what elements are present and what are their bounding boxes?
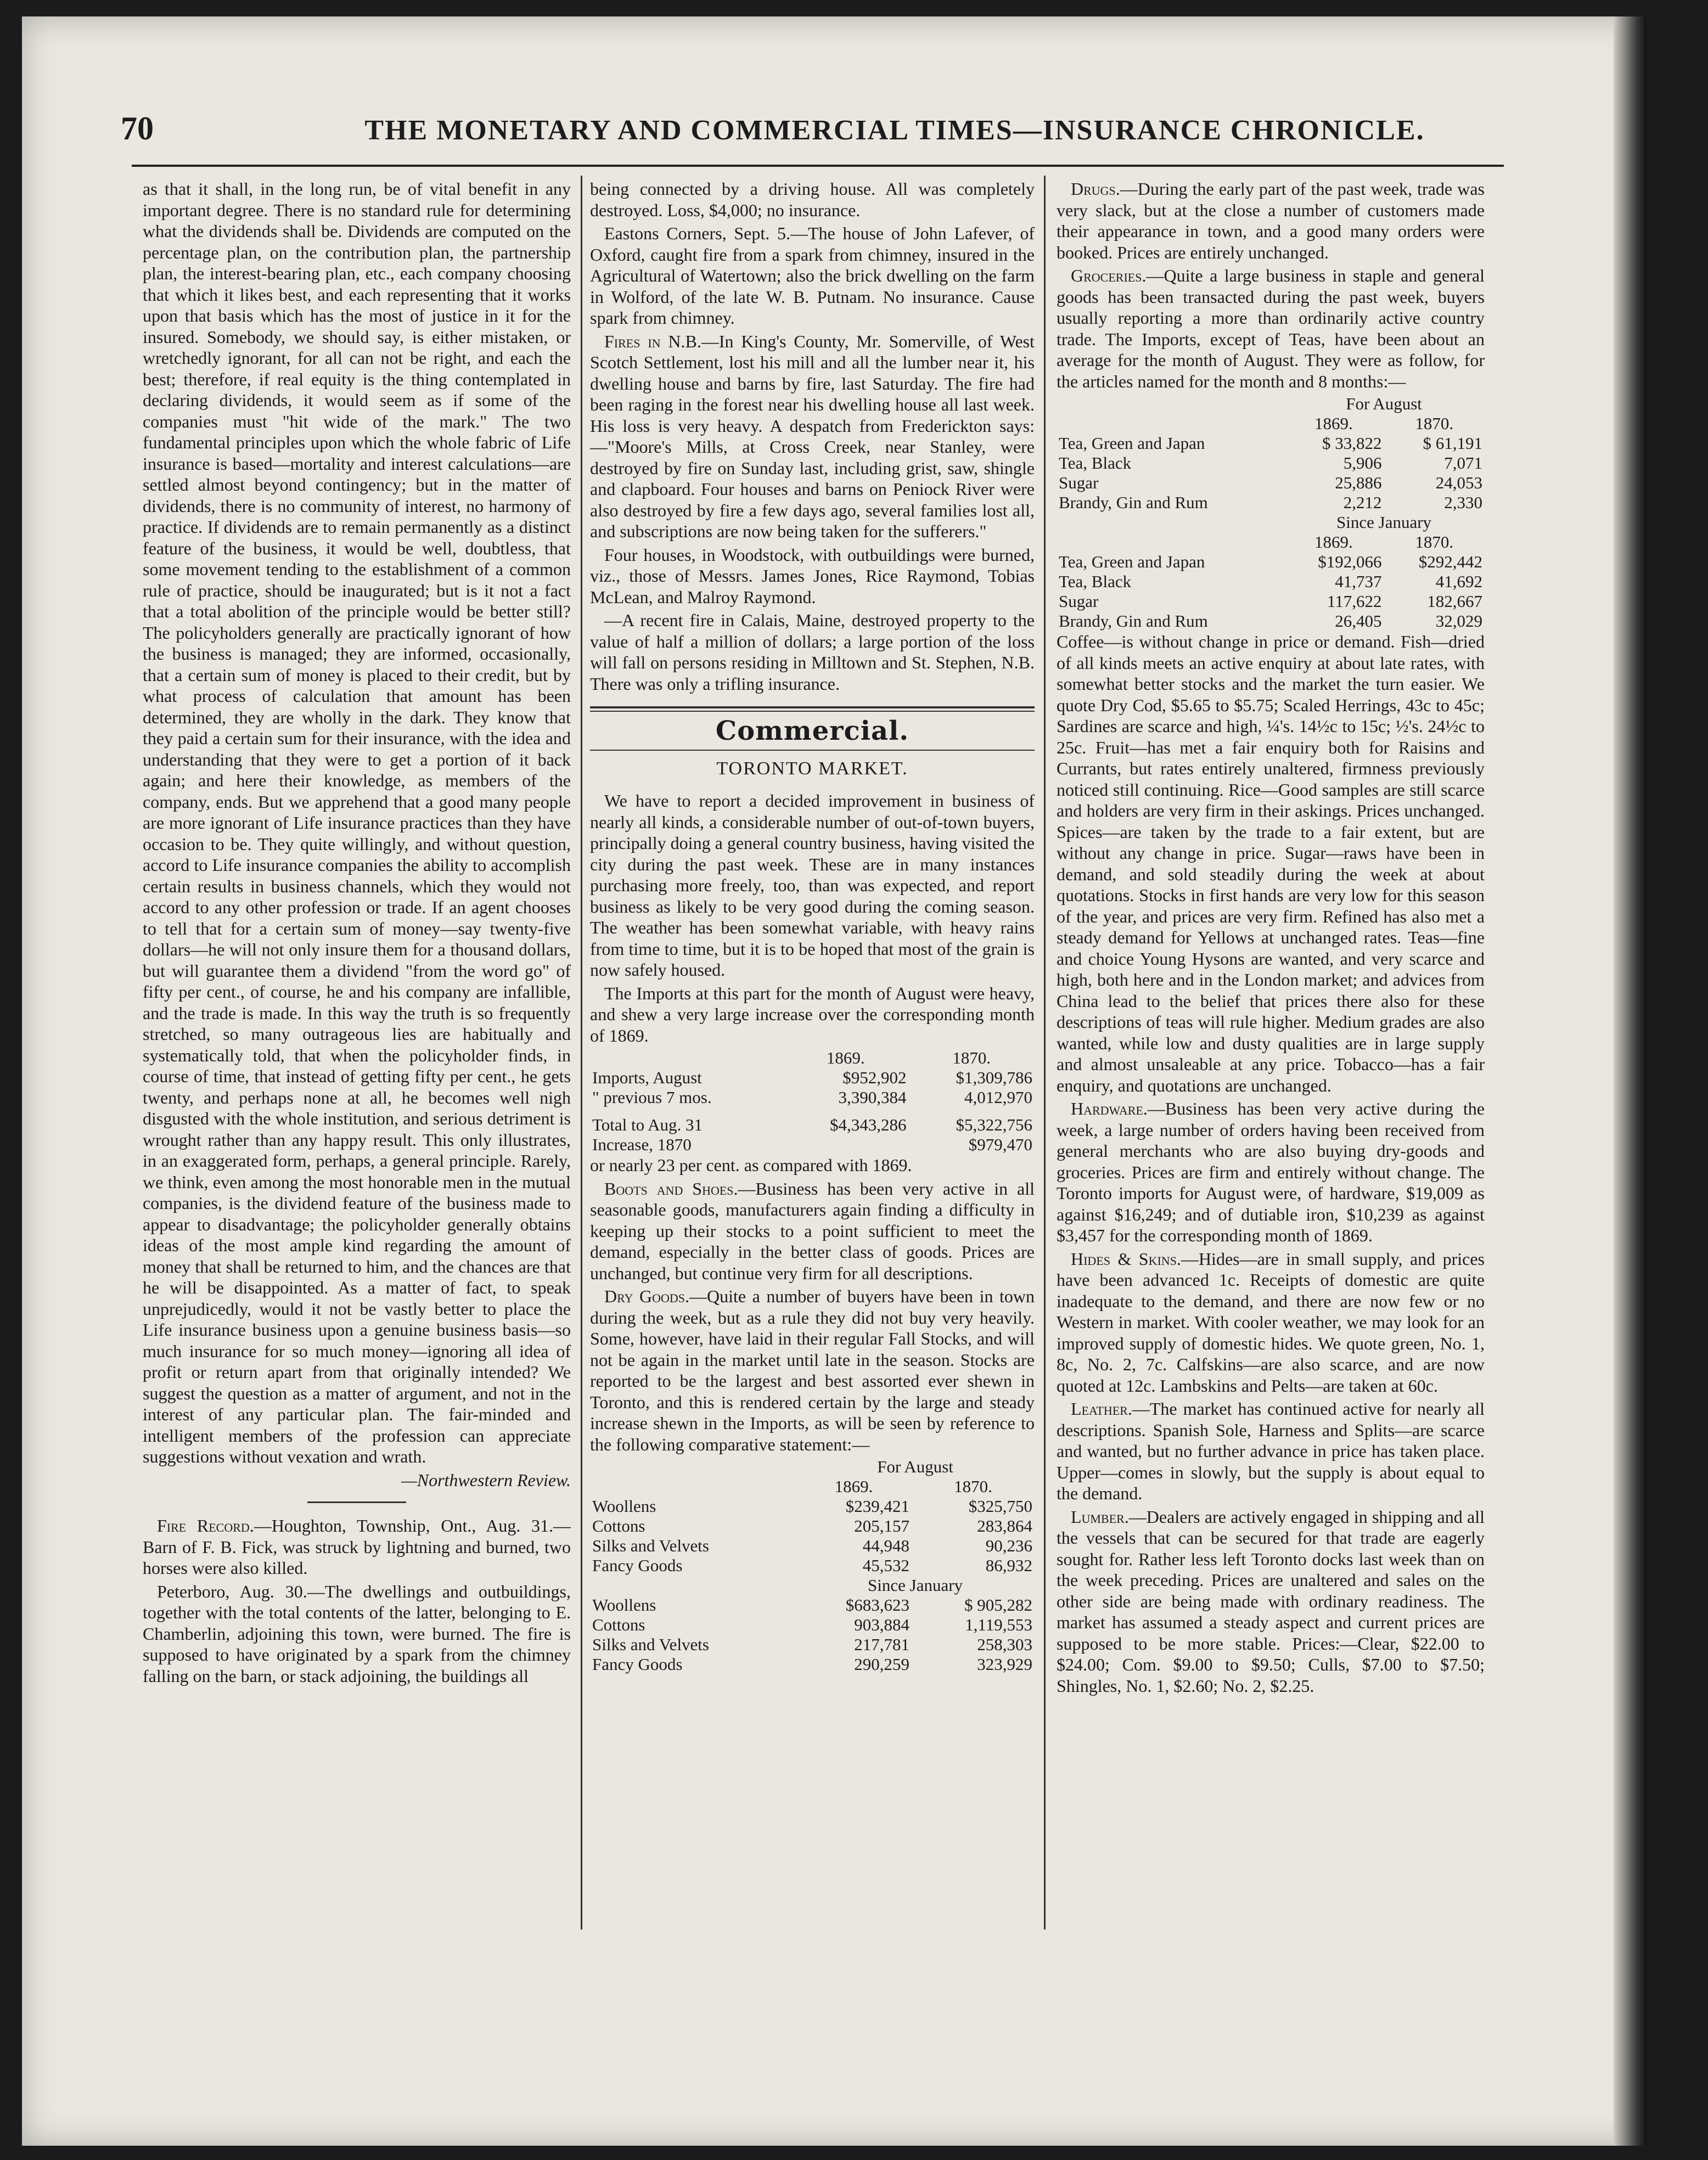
page-header <box>121 110 1570 159</box>
fire-continuation: being connected by a driving house. All was completely destroyed. Loss, $4,000; no insurance. <box>590 179 1035 220</box>
table-row: " previous 7 mos. 3,390,384 4,012,970 <box>592 1088 1032 1107</box>
column-2 <box>590 178 1035 1674</box>
column-divider <box>1044 176 1046 1930</box>
table-row: Woollens $683,623 $ 905,282 <box>592 1595 1032 1615</box>
section-rule <box>307 1501 406 1503</box>
for-august-caption: For August <box>877 1457 953 1476</box>
dry-goods-paragraph <box>590 1286 1035 1455</box>
hides-text: —Hides—are in small supply, and prices have been advanced 1c. Receipts of domestic are quite inadequate to the demand, and there are now few or no Western in market. With cooler weather, we may look for an improved supply of domestic hides. We quote green, No. 1, 8c, No. 2, 7c. Calfskins—are also scarce, and are now quoted at 12c. Lambskins and Pelts—are taken at 60c. <box>1057 1248 1485 1396</box>
toronto-market-title: TORONTO MARKET. <box>716 758 908 779</box>
year-header: 1870. <box>1415 532 1454 552</box>
hardware-heading: Hardware. <box>1071 1099 1148 1118</box>
boots-paragraph <box>590 1178 1035 1284</box>
hardware-text: —Business has been very active during the week, a large number of orders having been received from general merchants who are also buying dry-goods and groceries. Prices are firm and entirely without change. The Toronto imports for August were, of hardware, $19,009 as against $16,249; and of dutiable iron, $10,239 as against $3,457 for the corresponding month of 1869. <box>1057 1099 1485 1245</box>
column-divider <box>581 176 582 1930</box>
table-row: Silks and Velvets 44,948 90,236 <box>592 1536 1032 1555</box>
lumber-heading: Lumber. <box>1071 1506 1129 1527</box>
table-row: Total to Aug. 31 $4,343,286 $5,322,756 <box>592 1115 1032 1134</box>
groceries-details: Coffee—is without change in price or demand. Fish—dried of all kinds meets an active enquiry at about late rates, with somewhat better stocks and the market the turn easier. We quote Dry Cod, $5.65 to $5.75; Scaled Herrings, 43c to 45c; Sardines are scarce and high, ¼'s. 14½c to 15c; ½'s. 24½c to 25c. Fruit—has met a fair enquiry both for Raisins and Currants, but rates entirely unaltered, firmness previously noticed still continuing. Rice—Good samples are still scarce and holders are very firm in their askings. Prices unchanged. Spices—are taken by the trade to a fair extent, but are without any change in price. Sugar—raws have been in demand, and sold steadily during the week at about quotations. Stocks in first hands are very low for this season of the year, and prices are very firm. Refined has also met a steady demand for Yellows at unchanged rates. Teas—fine and choice Young Hysons are wanted, and very scarce and high, both here and in the London market; and advices from China lead to the belief that prices there also for these descriptions of teas will rule higher. Medium grades are also wanted, while low and dusty qualities are in large supply and almost unsaleable at any price. Tobacco—has a fair enquiry, and quotations are unchanged. <box>1057 632 1485 1095</box>
fires-nb-heading: Fires in N.B. <box>604 331 701 351</box>
year-header: 1870. <box>1415 414 1454 433</box>
hardware-paragraph <box>1057 1098 1485 1246</box>
hides-heading: Hides & Skins. <box>1071 1248 1181 1269</box>
groceries-table <box>1057 394 1485 631</box>
table-row: Sugar 117,622 182,667 <box>1059 592 1482 611</box>
page-number: 70 <box>121 110 154 147</box>
column-1 <box>143 178 571 1689</box>
since-january-caption: Since January <box>1336 513 1432 532</box>
table-row: Sugar 25,886 24,053 <box>1059 473 1482 492</box>
table-row: Tea, Green and Japan $ 33,822 $ 61,191 <box>1059 434 1482 453</box>
table-row: Tea, Green and Japan $192,066 $292,442 <box>1059 552 1482 571</box>
table-row: Increase, 1870 $979,470 <box>592 1135 1032 1154</box>
year-header: 1869. <box>834 1477 873 1496</box>
lumber-paragraph <box>1057 1506 1485 1697</box>
imports-table <box>590 1048 1035 1155</box>
hides-paragraph <box>1057 1248 1485 1397</box>
table-row: Brandy, Gin and Rum 26,405 32,029 <box>1059 611 1482 631</box>
boots-heading: Boots and Shoes. <box>604 1178 738 1199</box>
table-row: Cottons 903,884 1,119,553 <box>592 1615 1032 1634</box>
year-header: 1869. <box>826 1048 865 1067</box>
table-row: Imports, August $952,902 $1,309,786 <box>592 1068 1032 1087</box>
header-rule <box>132 165 1504 167</box>
dry-goods-table <box>590 1457 1035 1674</box>
fire-record-text: —Houghton, Township, Ont., Aug. 31.—Barn of F. B. Fick, was struck by lightning and burned, two horses were also killed. <box>143 1516 571 1578</box>
section-rule <box>590 750 1035 751</box>
table-row: Fancy Goods 290,259 323,929 <box>592 1655 1032 1674</box>
table-row: Fancy Goods 45,532 86,932 <box>592 1556 1032 1575</box>
drugs-text: —During the early part of the past week, trade was very slack, but at the close a number of customers made their appearance in town, and a good many orders were booked. Prices are entirely unchanged. <box>1057 179 1485 262</box>
fire-record-heading: Fire Record. <box>157 1516 254 1535</box>
woodstock-paragraph: Four houses, in Woodstock, with outbuildings were burned, viz., those of Messrs. James Jones, Rice Raymond, Tobias McLean, and Malroy Raymond. <box>590 544 1035 607</box>
column-3 <box>1057 178 1485 1698</box>
drugs-paragraph <box>1057 178 1485 263</box>
year-header: 1869. <box>1314 414 1353 433</box>
peterboro-paragraph: Peterboro, Aug. 30.—The dwellings and outbuildings, together with the total contents of the latter, belonging to E. Chamberlin, adjoining this town, were burned. The fire is supposed to have originated by a spark from the chimney falling on the barn, or stack adjoining, the buildings all <box>143 1581 571 1686</box>
year-header: 1870. <box>954 1477 992 1496</box>
article-signature: —Northwestern Review. <box>401 1470 571 1490</box>
year-header: 1869. <box>1314 532 1353 552</box>
table-row: Silks and Velvets 217,781 258,303 <box>592 1635 1032 1654</box>
groceries-text: —Quite a large business in staple and general goods has been transacted during the past week, buyers usually reporting a more than ordinarily active country trade. The Imports, except of Teas, have been about an average for the month of August. They were as follow, for the articles named for the month and 8 months:— <box>1057 266 1485 391</box>
section-rule <box>590 706 1035 712</box>
leather-heading: Leather. <box>1071 1399 1132 1419</box>
running-title: THE MONETARY AND COMMERCIAL TIMES—INSURANCE CHRONICLE. <box>364 115 1425 146</box>
drugs-heading: Drugs. <box>1071 179 1120 199</box>
page-edge <box>1614 16 1647 2146</box>
calais-paragraph: —A recent fire in Calais, Maine, destroyed property to the value of half a million of dollars; a large portion of the loss will fall on persons residing in Milltown and St. Stephen, N.B. There was only a trifling insurance. <box>590 610 1035 694</box>
for-august-caption: For August <box>1346 394 1422 413</box>
fires-nb-paragraph <box>590 331 1035 542</box>
table-row: Woollens $239,421 $325,750 <box>592 1497 1032 1516</box>
leather-paragraph <box>1057 1398 1485 1504</box>
dry-goods-heading: Dry Goods. <box>604 1286 689 1306</box>
imports-paragraph: The Imports at this part for the month of August were heavy, and shew a very large increase over the corresponding month of 1869. <box>590 983 1035 1045</box>
lumber-text: —Dealers are actively engaged in shipping and all the vessels that can be secured for that trade are eagerly sought for. Rather less left Toronto docks last week than on the week preceding. Prices are unaltered and sales on the other side are being made with ordinary readiness. The market has assumed a steady aspect and current prices are supposed to be more stable. Prices:—Clear, $22.00 to $24.00; Com. $9.00 to $9.50; Culls, $7.00 to $7.50; Shingles, No. 1, $2.60; No. 2, $2.25. <box>1057 1506 1485 1696</box>
table-row: Tea, Black 5,906 7,071 <box>1059 453 1482 473</box>
market-intro-paragraph: We have to report a decided improvement in business of nearly all kinds, a considerable number of out-of-town buyers, principally doing a general country business, having visited the city during the past week. These are in many instances purchasing more freely, too, than was expected, and report business as likely to be very good during the coming season. The weather has been somewhat variable, with heavy rains from time to time, but it is to be hoped that most of the grain is now safely housed. <box>590 791 1035 980</box>
fire-record-paragraph <box>143 1515 571 1579</box>
commercial-heading: Commercial. <box>715 716 909 746</box>
table-row: Brandy, Gin and Rum 2,212 2,330 <box>1059 493 1482 512</box>
boots-text: —Business has been very active in all seasonable goods, manufacturers again finding a difficulty in keeping up their stocks to a point sufficient to meet the demand, especially in the better class of goods. Prices are unchanged, but continue very firm for all descriptions. <box>590 1178 1035 1283</box>
since-january-caption: Since January <box>868 1576 963 1595</box>
fires-nb-text: —In King's County, Mr. Somerville, of West Scotch Settlement, lost his mill and all the lumber near it, his dwelling house and barns by fire, last Saturday. The fire had been raging in the forest near his dwelling house all last week. His loss is very heavy. A despatch from Frederickton says:—"Moore's Mills, at Cross Creek, near Stanley, were destroyed by fire on Sunday last, including grist, saw, shingle and clapboard. Four houses and barns on Peniock River were also destroyed by fire a few days ago, several families lost all, and subscriptions are now being taken for the sufferers." <box>590 331 1035 541</box>
groceries-paragraph <box>1057 265 1485 392</box>
dry-goods-text: —Quite a number of buyers have been in town during the week, but as a rule they did not buy very heavily. Some, however, have laid in their regular Fall Stocks, and will not be again in the market until late in the season. Stocks are reported to be the largest and best assorted ever shewn in Toronto, and this is rendered certain by the large and steady increase shewn in the Imports, as will be seen by reference to the following comparative statement:— <box>590 1286 1035 1454</box>
table-row: Tea, Black 41,737 41,692 <box>1059 572 1482 591</box>
leather-text: —The market has continued active for nearly all descriptions. Spanish Sole, Harness and Splits—are scarce and wanted, but no further advance in price has taken place. Upper—comes in slowly, but the supply is about equal to the demand. <box>1057 1399 1485 1503</box>
table-row: Cottons 205,157 283,864 <box>592 1516 1032 1535</box>
imports-note: or nearly 23 per cent. as compared with 1869. <box>590 1155 912 1175</box>
groceries-heading: Groceries. <box>1071 266 1147 285</box>
year-header: 1870. <box>952 1048 991 1067</box>
eastons-corners-paragraph: Eastons Corners, Sept. 5.—The house of John Lafever, of Oxford, caught fire from a spark from chimney, insured in the Agricultural of Watertown; also the brick dwelling on the farm in Wolford, of the late W. B. Putnam. No insurance. Cause spark from chimney. <box>590 223 1035 328</box>
article-insurance-dividends: as that it shall, in the long run, be of vital benefit in any important degree. There is no standard rule for determining what the dividends shall be. Dividends are computed on the percentage plan, on the contribution plan, the partnership plan, the interest-bearing plan, etc., each company choosing that which it likes best, and each representing that it works upon that basis which has the most of justice in it for the insured. Somebody, we should say, is either mistaken, or wretchedly ignorant, for all can not be right, and each the best; therefore, if real equity is the thing contemplated in declaring dividends, it would seem as if some of the companies must "hit wide of the mark." The two fundamental principles upon which the whole fabric of Life insurance is based—mortality and interest calculations—are settled almost beyond contingency; but in the matter of dividends, there is no community of interest, no harmony of practice. If dividends are to remain permanently as a distinct feature of the business, it would be well, doubtless, that some movement tending to the establishment of a common rule of practice, should be inaugurated; but is it not a fact that a total abolition of the principle would be better still? The policyholders generally are practically ignorant of how the business is managed; they are informed, occasionally, that a certain sum of money is placed to their credit, but by what process of calculation that amount has been determined, they are wholly in the dark. They know that they paid a certain sum for their insurance, with the idea and understanding that they were to get a portion of it back again; and here their knowledge, as members of the company, ends. But we apprehend that a good many people are more ignorant of Life insurance practices than they have occasion to be. They quite willingly, and without question, accord to Life insurance companies the ability to accomplish certain results in business channels, which they would not accord to any other profession or trade. If an agent chooses to tell that for a certain sum of money—say twenty-five dollars—he will not only insure them for a thousand dollars, but will guarantee them a dividend "from the word go" of fifty per cent., of course, he and his company are infallible, and the trade is made. In this way the truth is so frequently stretched, so many outrageous lies are habitually and systematically told, that when the policyholder finds, in course of time, that instead of getting fifty per cent., he gets twenty, and perhaps none at all, he becomes well nigh disgusted with the whole institution, and serious detriment is wrought rather than any happy result. This only illustrates, in an exaggerated form, perhaps, a general principle. Rarely, we think, even among the most honorable men in the mutual companies, is the dividend feature of the business made to appear to disadvantage; the policyholder generally obtains ideas of the most ample kind regarding the amount of money that shall be returned to him, and the chances are that he will be disappointed. As a matter of fact, to speak unprejudicedly, would it not be vastly better to place the Life insurance business upon a genuine business basis—so much insurance for so much money—ignoring all idea of profit or return apart from that originally intended? We suggest the question as a matter of argument, and not in the interest of any particular plan. The fair-minded and intelligent members of the profession can appreciate suggestions without vexation and wrath. <box>143 179 571 1466</box>
